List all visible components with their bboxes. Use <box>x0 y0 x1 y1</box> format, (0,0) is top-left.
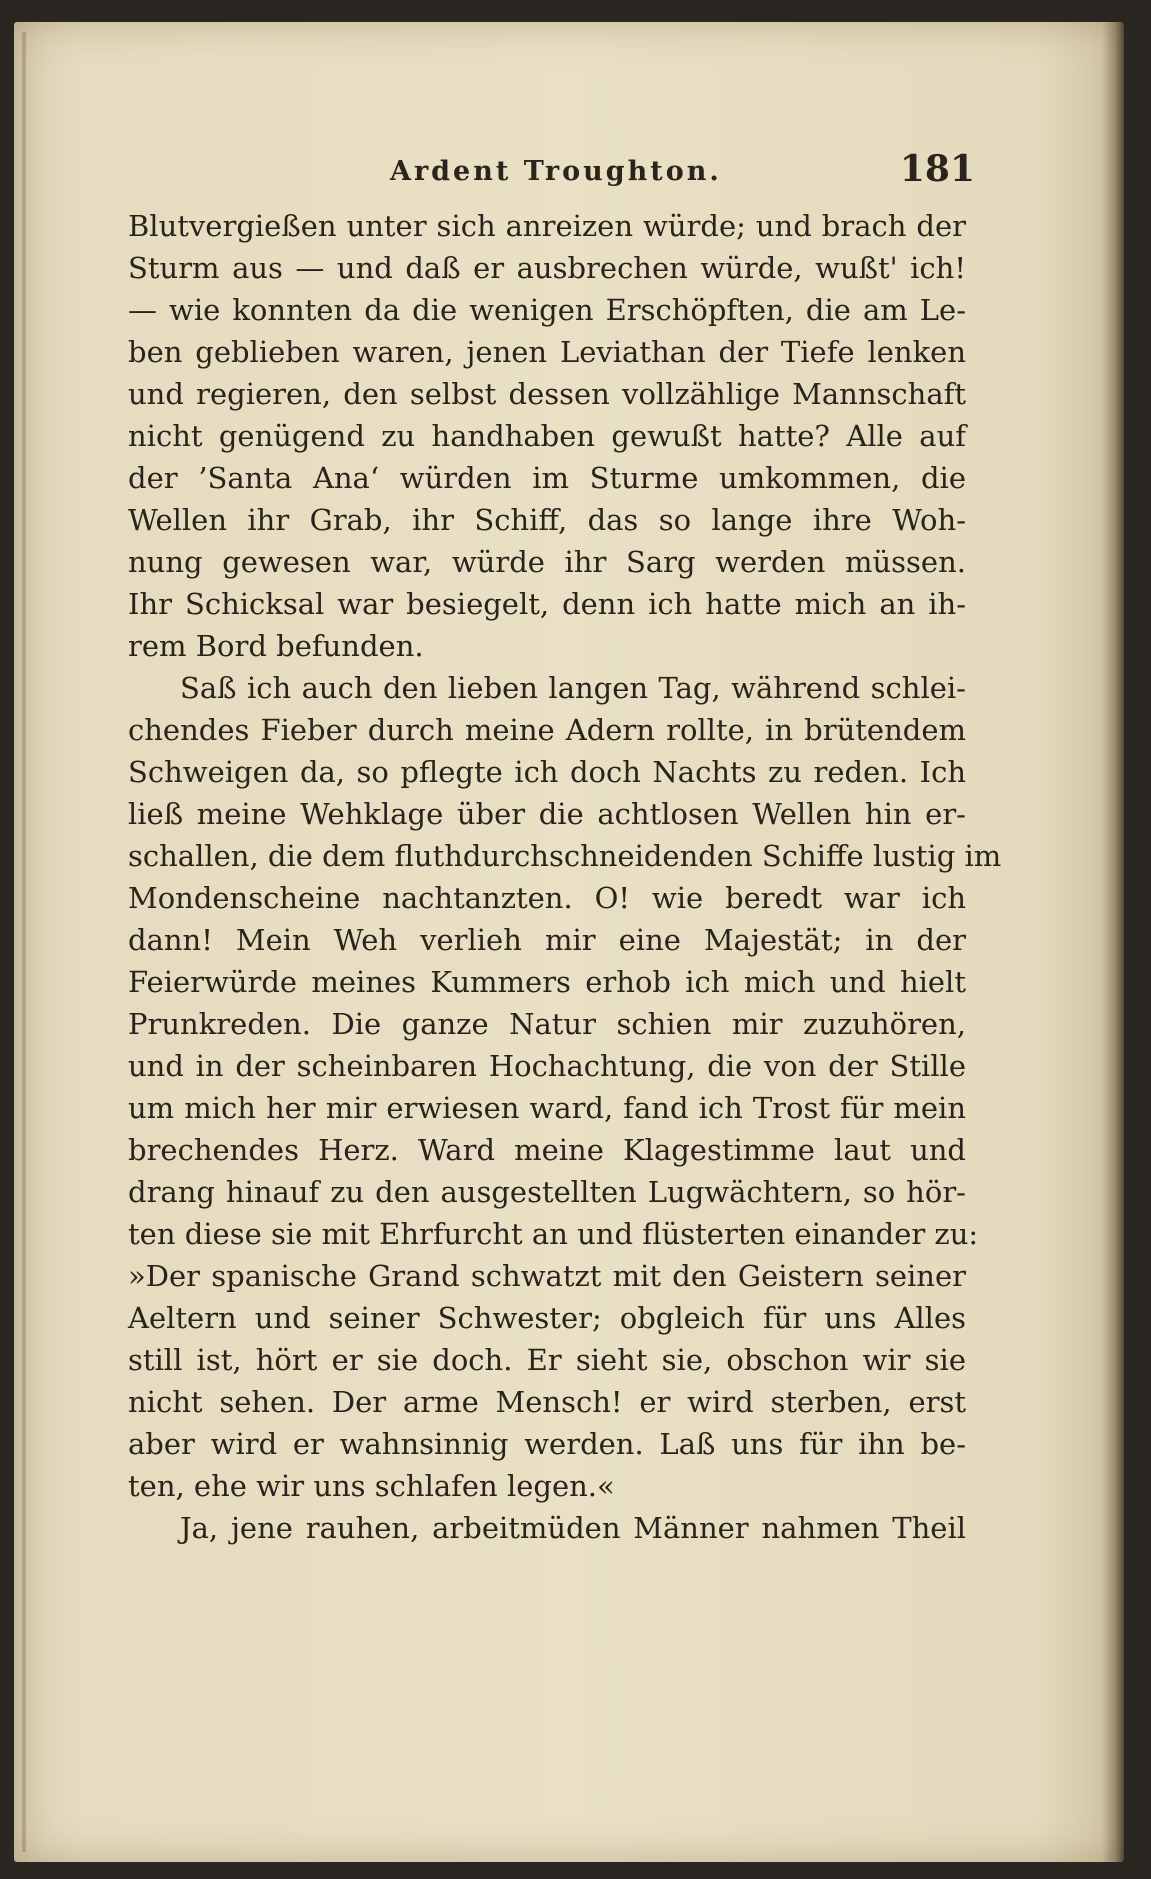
text-line: schallen, die dem fluthdurchschneidenden Schiffe lustig im <box>128 839 1002 873</box>
text-line: ließ meine Wehklage über die achtlosen Wellen hin er- <box>128 797 966 831</box>
text-line: ben geblieben waren, jenen Leviathan der Tiefe lenken <box>128 335 966 369</box>
text-line: still ist, hört er sie doch. Er sieht sie, obschon wir sie <box>128 1343 966 1377</box>
text-line: Aeltern und seiner Schwester; obgleich für uns Alles <box>128 1301 966 1335</box>
text-line: um mich her mir erwiesen ward, fand ich Trost für mein <box>128 1091 966 1125</box>
text-line: Feierwürde meines Kummers erhob ich mich und hielt <box>128 965 966 999</box>
text-line: ten, ehe wir uns schlafen legen.« <box>128 1469 615 1503</box>
text-line: Prunkreden. Die ganze Natur schien mir zuzuhören, <box>128 1007 966 1041</box>
text-line: Mondenscheine nachtanzten. O! wie beredt war ich <box>128 881 966 915</box>
text-line: Saß ich auch den lieben langen Tag, während schlei- <box>180 671 966 705</box>
text-line: Ja, jene rauhen, arbeitmüden Männer nahmen Theil <box>180 1511 966 1545</box>
text-line: und in der scheinbaren Hochachtung, die von der Stille <box>128 1049 966 1083</box>
text-line: nicht sehen. Der arme Mensch! er wird sterben, erst <box>128 1385 966 1419</box>
text-line: Schweigen da, so pflegte ich doch Nachts zu reden. Ich <box>128 755 966 789</box>
body-text <box>128 205 1002 1549</box>
text-line: der ’Santa Ana‘ würden im Sturme umkommen, die <box>128 461 966 495</box>
text-line: nung gewesen war, würde ihr Sarg werden müssen. <box>128 545 966 579</box>
text-line: »Der spanische Grand schwatzt mit den Geistern seiner <box>128 1259 966 1293</box>
page-number: 181 <box>899 148 975 190</box>
text-line: Blutvergießen unter sich anreizen würde; und brach der <box>128 209 966 243</box>
text-line: Wellen ihr Grab, ihr Schiff, das so lange ihre Woh- <box>128 503 966 537</box>
page-header <box>120 138 975 198</box>
page-edge-shadow <box>1102 22 1124 1862</box>
text-line: chendes Fieber durch meine Adern rollte, in brütendem <box>128 713 966 747</box>
text-line: und regieren, den selbst dessen vollzählige Mannschaft <box>128 377 966 411</box>
text-line: Ihr Schicksal war besiegelt, denn ich hatte mich an ih- <box>128 587 966 621</box>
text-line: Sturm aus — und daß er ausbrechen würde, wußt' ich! <box>128 251 966 285</box>
text-line: aber wird er wahnsinnig werden. Laß uns für ihn be- <box>128 1427 966 1461</box>
text-line: rem Bord befunden. <box>128 629 424 663</box>
running-title: Ardent Troughton. <box>390 156 722 187</box>
text-line: brechendes Herz. Ward meine Klagestimme laut und <box>128 1133 966 1167</box>
text-line: dann! Mein Weh verlieh mir eine Majestät; in der <box>128 923 966 957</box>
text-line: nicht genügend zu handhaben gewußt hatte? Alle auf <box>128 419 966 453</box>
text-line: drang hinauf zu den ausgestellten Lugwächtern, so hör- <box>128 1175 966 1209</box>
text-line: — wie konnten da die wenigen Erschöpften, die am Le- <box>128 293 966 327</box>
text-line: ten diese sie mit Ehrfurcht an und flüsterten einander zu: <box>128 1217 979 1251</box>
